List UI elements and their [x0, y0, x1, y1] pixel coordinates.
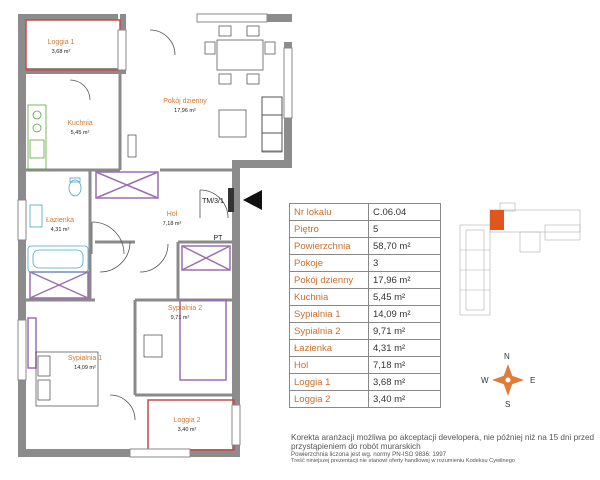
room-label-kuchnia: Kuchnia	[67, 120, 93, 127]
compass-icon	[492, 364, 524, 396]
windows	[18, 14, 292, 457]
room-label-lazienka: Łazienka	[45, 217, 75, 224]
info-row	[290, 204, 441, 221]
room-area-loggia-2: 3,40 m²	[177, 427, 197, 433]
info-row	[290, 306, 441, 323]
footer-notes	[291, 434, 597, 465]
room-area-sypialnia-2: 9,71 m²	[170, 315, 190, 321]
info-row	[290, 391, 441, 408]
room-label-sypialnia-1: Sypialnia 1	[67, 355, 103, 362]
compass-s: S	[505, 400, 511, 409]
info-value: 7,18 m²	[369, 357, 441, 374]
room-area-hol: 7,18 m²	[162, 221, 182, 227]
info-value: 17,96 m²	[369, 272, 441, 289]
loggia-2-outline	[148, 400, 234, 450]
room-area-loggia-1: 3,68 m²	[51, 49, 71, 55]
info-key: Pokój dzienny	[290, 272, 369, 289]
compass-e: E	[530, 376, 536, 385]
info-value: 4,31 m²	[369, 340, 441, 357]
info-key: Pokoje	[290, 255, 369, 272]
info-row	[290, 357, 441, 374]
compass-n: N	[504, 352, 510, 361]
info-key: Hol	[290, 357, 369, 374]
room-area-lazienka: 4,31 m²	[50, 227, 70, 233]
room-label-hol: Hol	[166, 211, 178, 218]
info-key: Kuchnia	[290, 289, 369, 306]
info-value: 3	[369, 255, 441, 272]
room-label-loggia-2: Loggia 2	[173, 417, 201, 424]
door-code-label: TM/3/1	[202, 198, 224, 205]
info-row	[290, 255, 441, 272]
info-value: 14,09 m²	[369, 306, 441, 323]
info-row	[290, 374, 441, 391]
room-label-loggia-1: Loggia 1	[47, 39, 75, 46]
info-row	[290, 221, 441, 238]
apartment-info-table	[289, 203, 441, 408]
info-value: 3,68 m²	[369, 374, 441, 391]
entrance-arrow-icon	[243, 190, 262, 210]
building-key-plan	[460, 203, 580, 315]
info-key: Piętro	[290, 221, 369, 238]
room-label-pokoj: Pokój dzienny	[163, 98, 207, 105]
outer-walls	[18, 14, 292, 457]
info-row	[290, 289, 441, 306]
living-furniture	[128, 26, 282, 157]
info-value: 9,71 m²	[369, 323, 441, 340]
entrance-door	[228, 188, 234, 212]
info-value: 3,40 m²	[369, 391, 441, 408]
info-row	[290, 272, 441, 289]
info-row	[290, 238, 441, 255]
room-area-sypialnia-1: 14,09 m²	[74, 365, 96, 371]
info-value: 58,70 m²	[369, 238, 441, 255]
note-area-standard: Powierzchnia liczona jest wg. normy PN-ISO 9836: 1997	[291, 451, 447, 459]
room-area-kuchnia: 5,45 m²	[70, 130, 90, 136]
info-key: Sypialnia 1	[290, 306, 369, 323]
interior-partitions	[26, 74, 232, 395]
desk-sypialnia-2	[144, 335, 162, 357]
pt-label: PT	[213, 235, 223, 242]
info-row	[290, 340, 441, 357]
compass-w: W	[481, 376, 489, 385]
note-disclaimer: Treść niniejszej prezentacji nie stanowi oferty handlowej w rozumieniu Kodeksu Cywilnego	[291, 457, 515, 464]
kitchen-furniture	[28, 105, 46, 169]
info-value: 5	[369, 221, 441, 238]
info-key: Nr lokalu	[290, 204, 369, 221]
info-key: Loggia 1	[290, 374, 369, 391]
info-row	[290, 323, 441, 340]
info-key: Powierzchnia	[290, 238, 369, 255]
info-key: Loggia 2	[290, 391, 369, 408]
info-key: Łazienka	[290, 340, 369, 357]
room-area-pokoj: 17,96 m²	[174, 108, 196, 114]
note-arrangement: Korekta aranżacji możliwa po akceptacji developera, nie później niż na 15 dni przed przystąpieniem do robót murarskich	[291, 433, 595, 451]
info-value: 5,45 m²	[369, 289, 441, 306]
apartment-location-marker	[490, 210, 504, 230]
bathroom-fixtures	[28, 178, 88, 272]
info-key: Sypialnia 2	[290, 323, 369, 340]
info-value: C.06.04	[369, 204, 441, 221]
room-label-sypialnia-2: Sypialnia 2	[167, 305, 203, 312]
